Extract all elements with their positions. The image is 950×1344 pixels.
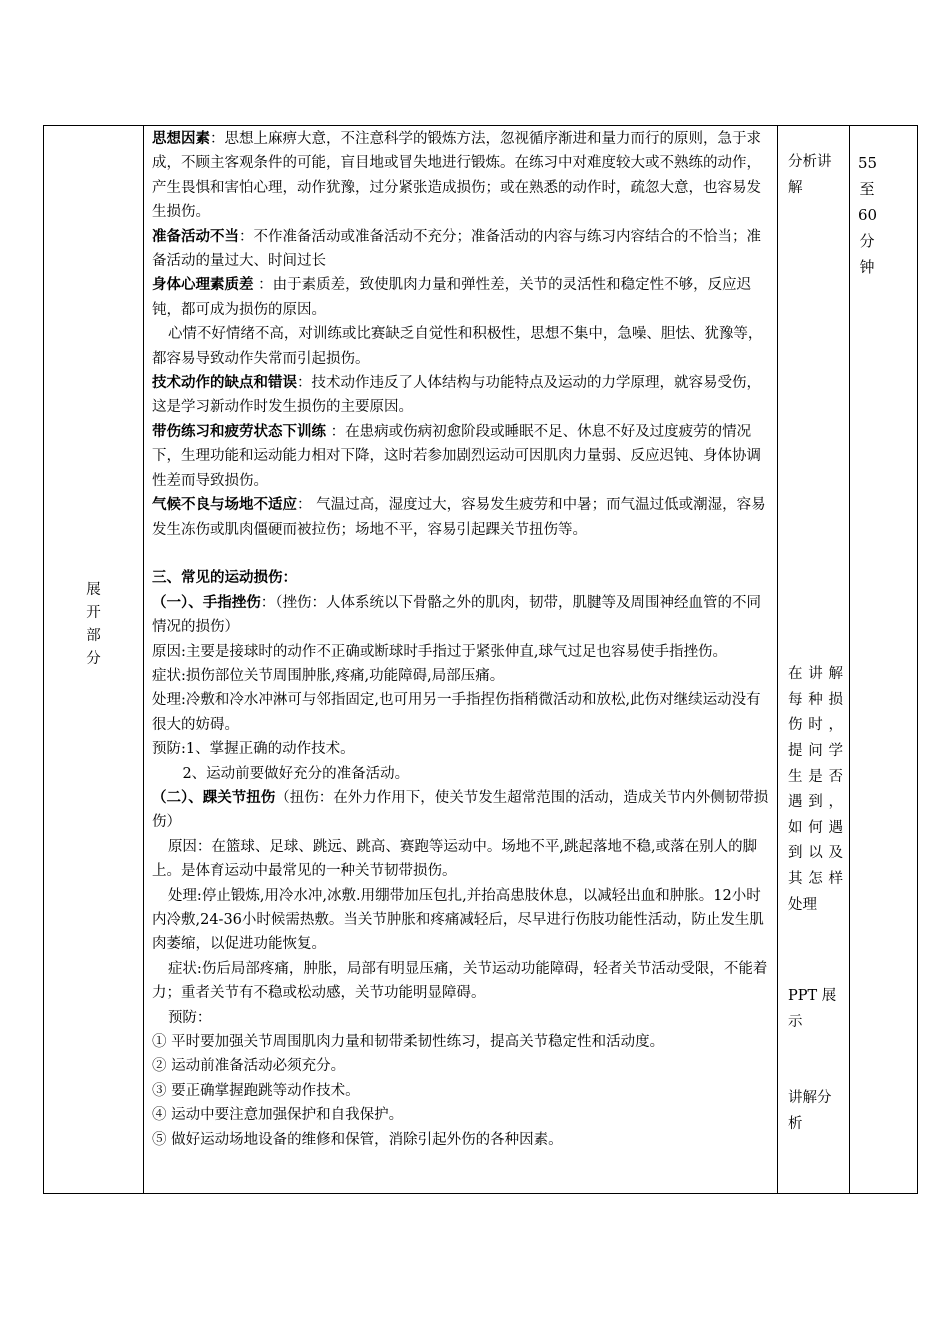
- section-row: [44, 126, 918, 1194]
- time-text: 钟: [859, 258, 875, 276]
- list-item: ⑤ 做好运动场地设备的维修和保管，消除引起外伤的各种因素。: [152, 1131, 563, 1148]
- paragraph-heading: 身体心理素质差: [152, 276, 254, 294]
- paragraph-weather-venue: 气候不良与场地不适应： 气温过高，湿度过大，容易发生疲劳和中暑；而气温过低或潮湿，容易发生冻伤或肌肉僵硬而被拉伤；场地不平，容易引起踝关节扭伤等。: [152, 496, 766, 538]
- paragraph-heading: 思想因素: [152, 130, 210, 147]
- paragraph-heading: 带伤练习和疲劳状态下训练: [152, 422, 326, 440]
- section-label-char: 分: [86, 651, 101, 667]
- paragraph-technique-errors: 技术动作的缺点和错误：技术动作违反了人体结构与功能特点及运动的力学原理，就容易受伤，这是学习新动作时发生损伤的主要原因。: [152, 374, 761, 416]
- time-cell: [850, 126, 918, 1194]
- paragraph-heading: 气候不良与场地不适应: [152, 496, 297, 514]
- paragraph-physical-psych: 身体心理素质差 ：由于素质差，致使肌肉力量和弹性差，关节的灵活性和稳定性不够，反应迟钝，都可成为损伤的原因。: [152, 276, 752, 318]
- time-text: 55: [858, 154, 878, 172]
- section-label-char: 展: [86, 582, 101, 598]
- paragraph-heading: （二）、踝关节扭伤: [152, 788, 276, 806]
- list-item: ② 运动前准备活动必须充分。: [152, 1058, 346, 1075]
- method-cell: [778, 126, 850, 1194]
- paragraph-ideological-factors: 思想因素：思想上麻痹大意，不注意科学的锻炼方法，忽视循序渐进和量力而行的原则，急于求成，不顾主客观条件的可能，盲目地或冒失地进行锻炼。在练习中对难度较大或不熟练的动作，产生畏惧和害怕心理，动作犹豫，过分紧张造成损伤；或在熟悉的动作时，疏忽大意，也容易发生损伤。: [152, 130, 761, 221]
- content-cell: [144, 126, 778, 1194]
- paragraph-ankle-cause: 原因：在篮球、足球、跳远、跳高、赛跑等运动中。场地不平,跳起落地不稳,或落在别人的脚上。是体育运动中最常见的一种关节韧带损伤。: [152, 838, 758, 880]
- time-text: 至: [859, 180, 875, 198]
- paragraph-finger-treatment: 处理:冷敷和冷水冲淋可与邻指固定,也可用另一手指捏伤指稍微活动和放松,此伤对继续运动没有很大的妨碍。: [152, 692, 761, 733]
- paragraph-finger-symptom: 症状:损伤部位关节周围肿胀,疼痛,功能障碍,局部压痛。: [152, 667, 505, 684]
- list-item: ① 平时要加强关节周围肌肉力量和韧带柔韧性练习，提高关节稳定性和活动度。: [152, 1034, 665, 1051]
- paragraph-mood: 心情不好情绪不高，对训练或比赛缺乏自觉性和积极性，思想不集中，急噪、胆怯、犹豫等，都容易导致动作失常而引起损伤。: [152, 326, 763, 367]
- paragraph-finger-contusion: （一）、手指挫伤：（挫伤：人体系统以下骨骼之外的肌肉，韧带，肌腱等及周围神经血管的不同情况的损伤）: [152, 593, 761, 636]
- method-note-analysis: 分析讲解: [788, 154, 832, 196]
- paragraph-ankle-prevention-label: 预防：: [167, 1009, 212, 1026]
- paragraph-ankle-treatment: 处理:停止锻炼,用冷水冲,冰敷.用绷带加压包扎,并抬高患肢休息，以减轻出血和肿胀。12小时内冷敷,24-36小时候需热敷。当关节肿胀和疼痛减轻后，尽早进行伤肢功能性活动，防止发生肌肉萎缩，以促进功能恢复。: [152, 887, 764, 953]
- paragraph-warmup-improper: 准备活动不当：不作准备活动或准备活动不充分；准备活动的内容与练习内容结合的不恰当；准备活动的量过大、时间过长: [152, 227, 761, 270]
- section-label-char: 开: [86, 605, 101, 621]
- method-note-ppt: PPT 展示: [788, 988, 837, 1030]
- paragraph-heading: （一）、手指挫伤: [152, 593, 261, 611]
- paragraph-finger-prevention-1: 预防:1、掌握正确的动作技术。: [152, 741, 355, 758]
- time-text: 分: [859, 232, 875, 250]
- section-label-char: 部: [86, 628, 101, 644]
- paragraph-injury-fatigue: 带伤练习和疲劳状态下训练 ：在患病或伤病初愈阶段或睡眠不足、休息不好及过度疲劳的情况下，生理功能和运动能力相对下降，这时若参加剧烈运动可因肌肉力量弱、反应迟钝、身体协调性差而导致损伤。: [152, 422, 761, 489]
- time-text: 60: [858, 206, 878, 224]
- paragraph-heading: 技术动作的缺点和错误: [152, 374, 297, 392]
- lesson-plan-table: [43, 125, 918, 1194]
- paragraph-finger-cause: 原因:主要是接球时的动作不正确或断球时手指过于紧张伸直,球气过足也容易使手指挫伤。: [152, 643, 727, 660]
- list-item: ④ 运动中要注意加强保护和自我保护。: [152, 1107, 404, 1124]
- section-label-cell: [44, 126, 144, 1194]
- paragraph-ankle-sprain: （二）、踝关节扭伤（扭伤：在外力作用下，使关节发生超常范围的活动，造成关节内外侧韧带损伤）: [152, 788, 769, 831]
- paragraph-heading: 准备活动不当: [152, 227, 239, 245]
- paragraph-ankle-symptom: 症状:伤后局部疼痛，肿胀，局部有明显压痛，关节运动功能障碍，轻者关节活动受限，不能着力；重者关节有不稳或松动感，关节功能明显障碍。: [152, 960, 768, 1002]
- method-note-questioning: 在讲解每种损伤时，提问学生是否遇到，如何遇到以及其怎样处理: [788, 666, 843, 913]
- paragraph-finger-prevention-2: 2、运动前要做好充分的准备活动。: [182, 765, 410, 782]
- section-title-common-injuries: 三、常见的运动损伤：: [152, 569, 297, 587]
- list-item: ③ 要正确掌握跑跳等动作技术。: [152, 1082, 360, 1099]
- method-note-explain: 讲解分析: [788, 1090, 832, 1132]
